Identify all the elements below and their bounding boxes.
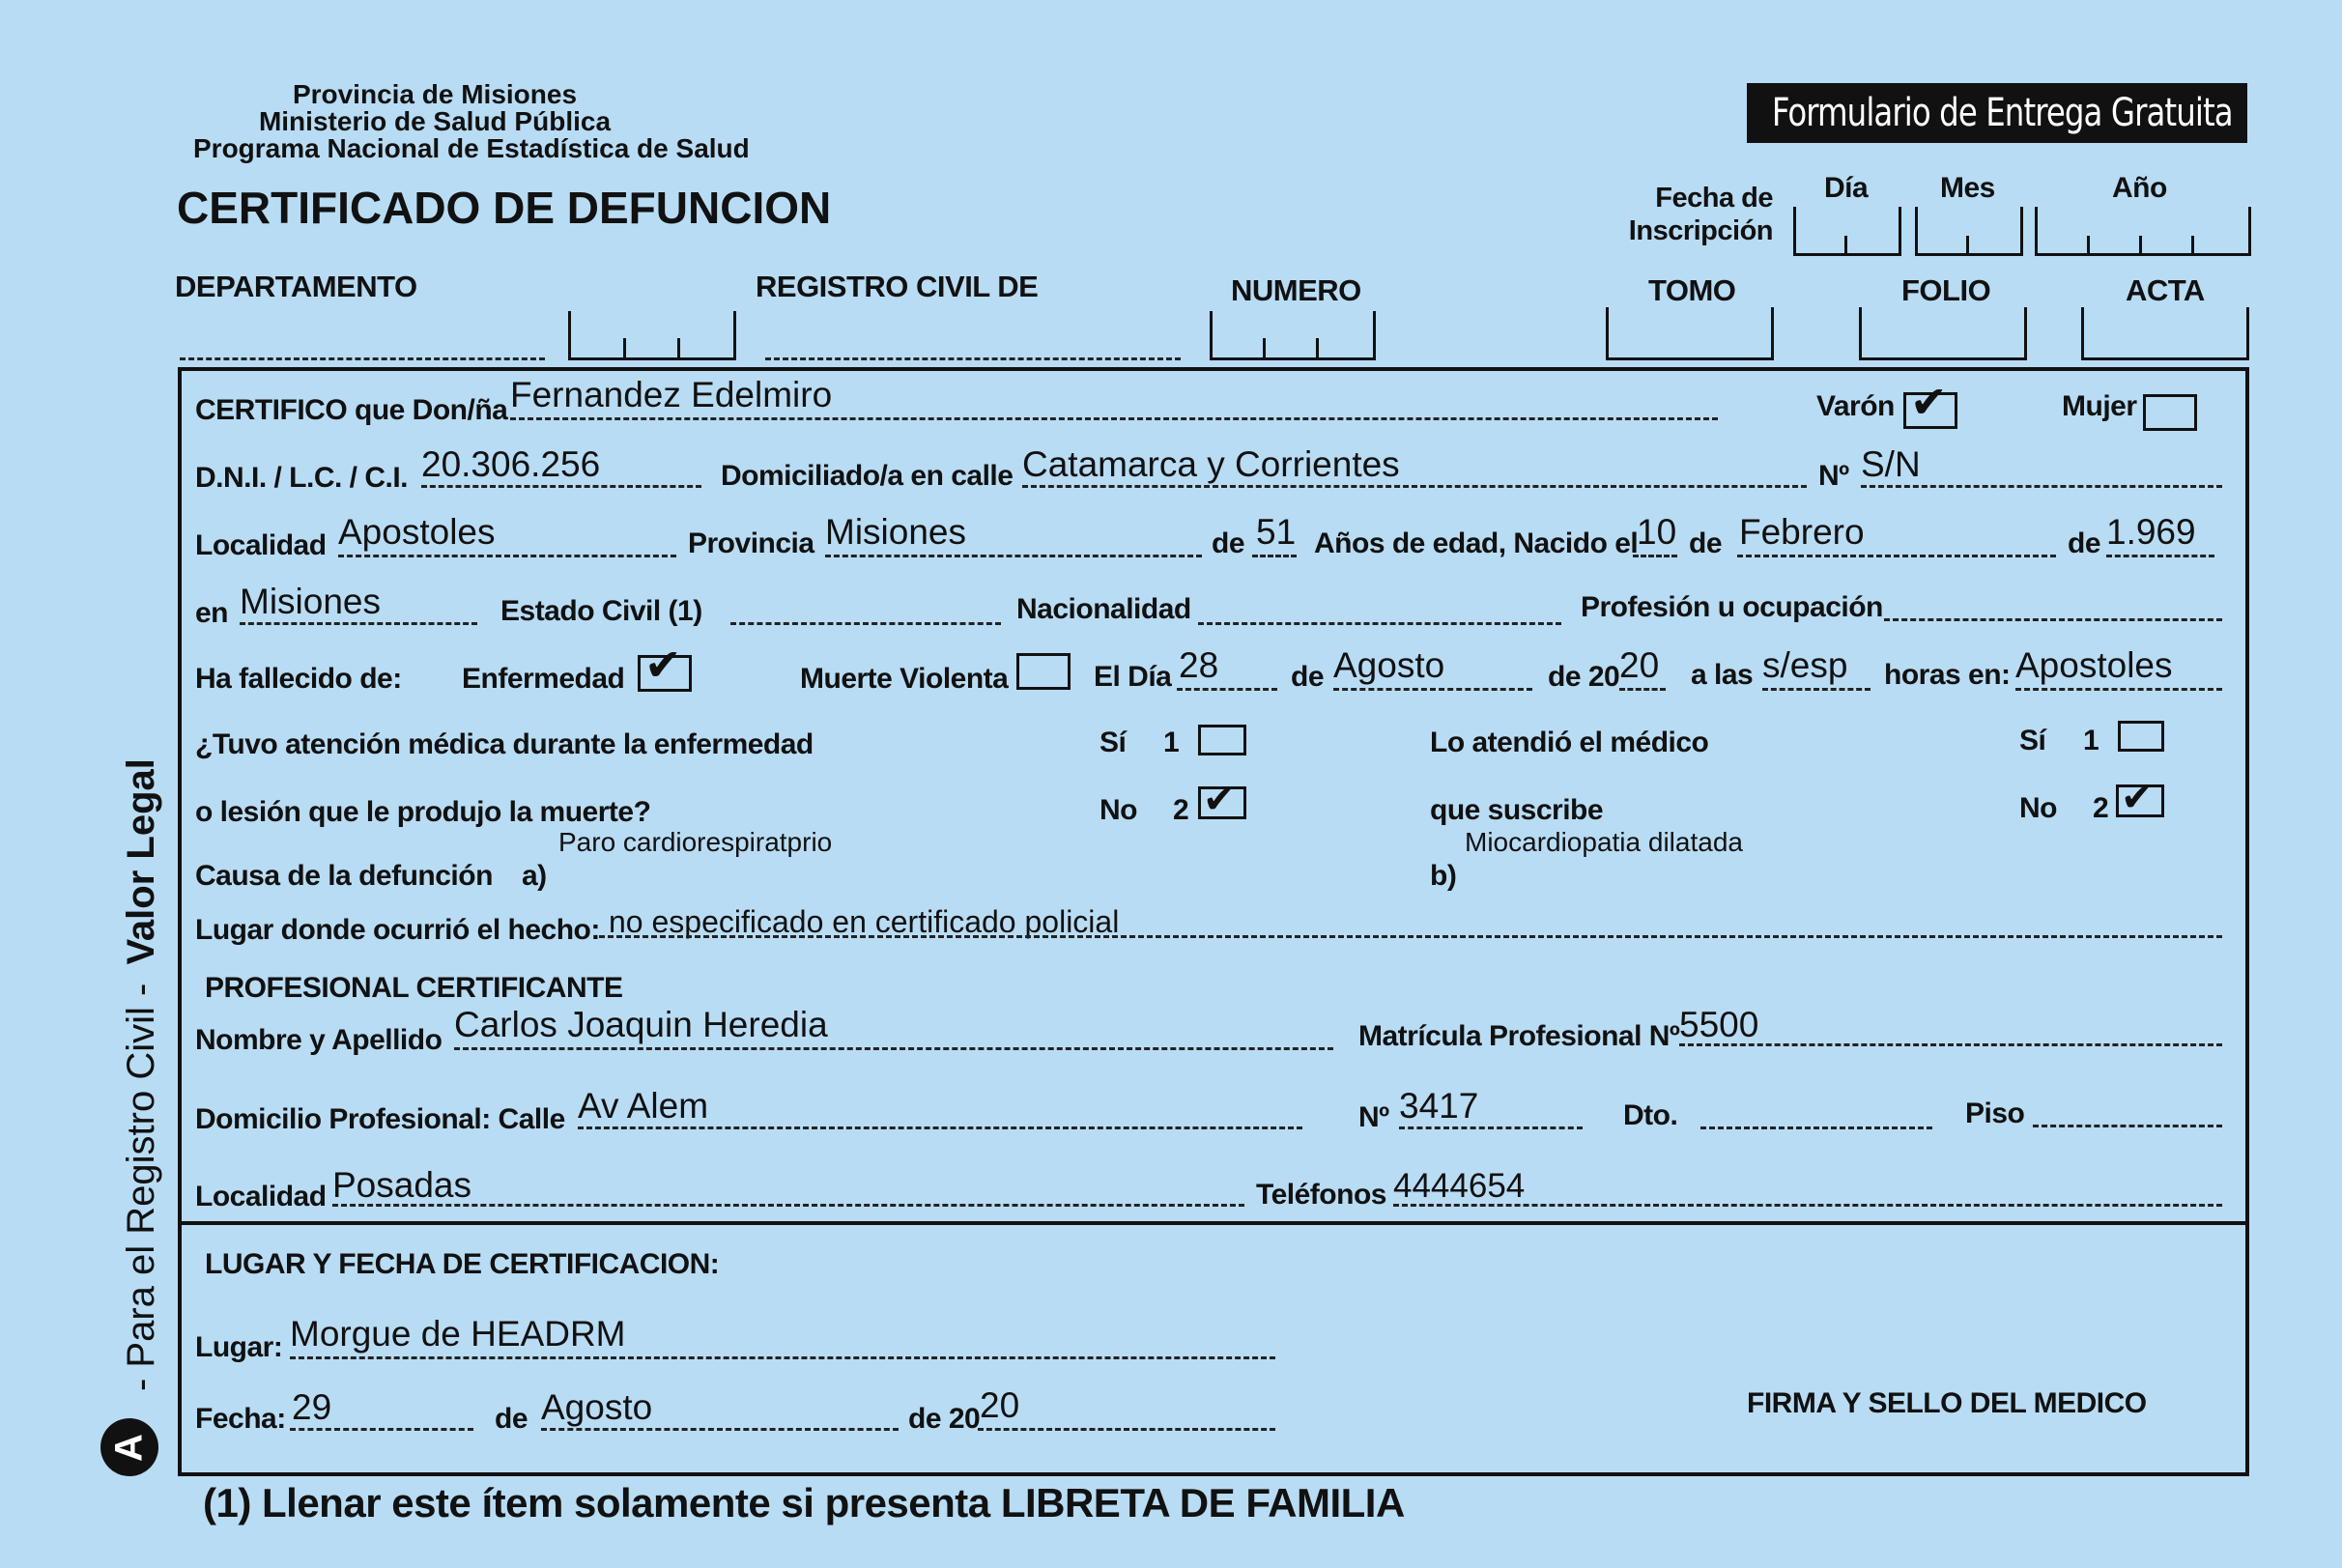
domicilio-label: Domiciliado/a en calle: [721, 460, 1014, 492]
varon-check-mark: ✔: [1910, 377, 1948, 427]
medico-no-checkbox[interactable]: [2116, 777, 2164, 819]
edad-line: [1252, 555, 1297, 557]
telefonos-label: Teléfonos: [1256, 1179, 1386, 1211]
domicilio-profesional-numero-label: Nº: [1358, 1101, 1389, 1133]
muerte-dia[interactable]: 28: [1179, 645, 1219, 685]
page-title: CERTIFICADO DE DEFUNCION: [177, 183, 832, 233]
localidad-value[interactable]: Apostoles: [338, 512, 496, 552]
piso-label: Piso: [1965, 1098, 2025, 1129]
atencion-opt1: 1: [1163, 727, 1180, 758]
side-vertical-text: [120, 758, 163, 1391]
free-form-badge-text: Formulario de Entrega Gratuita: [1771, 91, 2233, 135]
registro-civil-label: REGISTRO CIVIL DE: [756, 270, 1039, 303]
muerte-hora[interactable]: s/esp: [1762, 645, 1848, 685]
medico-no-check-mark: ✔: [2121, 777, 2154, 819]
piso-field[interactable]: [2033, 1125, 2222, 1127]
profesion-field[interactable]: [1884, 618, 2222, 621]
header-line-2: Ministerio de Salud Pública: [258, 106, 612, 136]
certificacion-lugar-line: [290, 1356, 1275, 1359]
section-divider: [178, 1221, 2245, 1225]
fallecido-label: Ha fallecido de:: [195, 663, 402, 695]
domicilio-line: [1022, 485, 1807, 488]
medico-opt1: 1: [2083, 725, 2099, 756]
medico-si-label: Sí: [2019, 725, 2046, 756]
anio-label: Año: [2112, 172, 2167, 204]
enfermedad-check-mark: ✔: [644, 640, 682, 690]
telefono-value[interactable]: 4444654: [1393, 1167, 1526, 1205]
muerte-lugar-line: [2015, 688, 2222, 691]
anio-box[interactable]: [2035, 207, 2251, 256]
matricula-label: Matrícula Profesional Nº: [1358, 1020, 1680, 1052]
registro-civil-field[interactable]: [765, 357, 1181, 360]
muerte-de-label: de: [1291, 661, 1325, 693]
muerte-anio-line: [1619, 688, 1666, 691]
enfermedad-label: Enfermedad: [462, 663, 625, 695]
muerte-anio[interactable]: 20: [1619, 645, 1660, 685]
mujer-label: Mujer: [2062, 390, 2137, 422]
profesional-nombre-line: [454, 1047, 1333, 1050]
domicilio-profesional-numero-line: [1399, 1126, 1583, 1129]
matricula-line: [1679, 1043, 2222, 1046]
varon-label: Varón: [1816, 390, 1895, 422]
domicilio-numero-label: Nº: [1818, 460, 1849, 492]
medico-opt2: 2: [2093, 792, 2109, 824]
numero-label: NUMERO: [1231, 273, 1361, 307]
deceased-name-line: [510, 417, 1718, 420]
el-dia-label: El Día: [1094, 661, 1172, 693]
departamento-field[interactable]: [180, 357, 545, 360]
provincia-value[interactable]: Misiones: [825, 512, 966, 552]
medico-question-2: que suscribe: [1430, 794, 1604, 826]
deceased-name[interactable]: Fernandez Edelmiro: [510, 375, 833, 414]
muerte-de20-label: de 20: [1548, 661, 1620, 693]
certifico-label: CERTIFICO que Don/ña: [195, 394, 508, 426]
edad-de-label: de: [1212, 527, 1245, 559]
provincia-label: Provincia: [688, 527, 814, 559]
certificacion-dia-line: [290, 1428, 473, 1431]
dni-line: [421, 485, 701, 488]
dia-box[interactable]: [1793, 207, 1901, 256]
muerte-hora-line: [1762, 688, 1871, 691]
medico-si-checkbox[interactable]: [2118, 721, 2164, 752]
lugar-nacimiento[interactable]: Misiones: [240, 582, 381, 621]
edad-value[interactable]: 51: [1256, 512, 1297, 552]
mujer-checkbox[interactable]: [2143, 394, 2197, 431]
medico-question-1: Lo atendió el médico: [1430, 727, 1709, 758]
enfermedad-checkbox[interactable]: [638, 640, 692, 692]
folio-label: FOLIO: [1901, 273, 1991, 307]
atencion-no-label: No: [1100, 794, 1137, 826]
mes-box[interactable]: [1915, 207, 2023, 256]
edad-label: Años de edad, Nacido el: [1314, 527, 1639, 559]
atencion-no-checkbox[interactable]: [1198, 779, 1246, 821]
certificacion-de20-label: de 20: [908, 1403, 981, 1435]
nacimiento-anio[interactable]: 1.969: [2106, 512, 2196, 552]
profesional-nombre-label: Nombre y Apellido: [195, 1024, 443, 1056]
domicilio-numero-value[interactable]: S/N: [1861, 444, 1921, 484]
domicilio-value[interactable]: Catamarca y Corrientes: [1022, 444, 1400, 484]
certificacion-mes[interactable]: Agosto: [541, 1387, 653, 1427]
tomo-label: TOMO: [1648, 273, 1736, 307]
domicilio-profesional-line: [578, 1126, 1302, 1129]
departamento-label: DEPARTAMENTO: [175, 270, 417, 303]
folio-box[interactable]: [1859, 307, 2027, 360]
header-line-1: Provincia de Misiones: [292, 79, 578, 109]
varon-checkbox[interactable]: [1903, 377, 1957, 429]
copy-letter-badge: [100, 1418, 158, 1476]
acta-box[interactable]: [2081, 307, 2249, 360]
a-las-label: a las: [1691, 659, 1754, 691]
medico-no-label: No: [2019, 792, 2057, 824]
localidad-line: [338, 555, 676, 557]
side-legal-text: Valor Legal: [120, 758, 162, 965]
domicilio-profesional-numero[interactable]: 3417: [1399, 1086, 1479, 1126]
side-copy-text: - Para el Registro Civil -: [120, 983, 162, 1391]
tomo-box[interactable]: [1606, 307, 1774, 360]
muerte-mes[interactable]: Agosto: [1333, 645, 1445, 685]
atencion-question-2: o lesión que le produjo la muerte?: [195, 796, 651, 828]
profesion-label: Profesión u ocupación: [1581, 591, 1883, 623]
profesional-localidad[interactable]: Posadas: [332, 1165, 471, 1205]
lugar-hecho-value[interactable]: no especificado en certificado policial: [609, 904, 1120, 939]
domicilio-profesional-label: Domicilio Profesional: Calle: [195, 1103, 565, 1135]
header-line-3: Programa Nacional de Estadística de Salud: [193, 133, 750, 163]
localidad-label: Localidad: [195, 529, 327, 561]
causa-a-value[interactable]: Paro cardiorespiratprio: [558, 827, 833, 857]
lugar-hecho-label: Lugar donde ocurrió el hecho:: [195, 914, 600, 946]
atencion-opt2: 2: [1173, 794, 1189, 826]
causa-label: Causa de la defunción: [195, 860, 493, 892]
atencion-question-1: ¿Tuvo atención médica durante la enfermedad: [195, 728, 814, 760]
profesional-localidad-line: [332, 1204, 1244, 1207]
causa-a-label: a): [522, 860, 547, 892]
muerte-violenta-label: Muerte Violenta: [800, 663, 1009, 695]
profesional-section-title: PROFESIONAL CERTIFICANTE: [205, 972, 623, 1004]
lugar-hecho-line: [599, 935, 2222, 938]
dto-field[interactable]: [1700, 1126, 1932, 1129]
free-form-badge: [1747, 83, 2247, 143]
nacimiento-mes[interactable]: Febrero: [1739, 512, 1865, 552]
certificacion-dia[interactable]: 29: [292, 1387, 332, 1427]
atencion-si-label: Sí: [1100, 727, 1127, 758]
muerte-violenta-checkbox[interactable]: [1016, 653, 1071, 690]
certificacion-mes-line: [541, 1428, 899, 1431]
estado-civil-field[interactable]: [730, 622, 1001, 625]
copy-letter: A: [107, 1434, 151, 1462]
estado-civil-label: Estado Civil (1): [500, 595, 702, 627]
certificacion-fecha-label: Fecha:: [195, 1403, 286, 1435]
footer-note: (1) Llenar este ítem solamente si presenta LIBRETA DE FAMILIA: [203, 1480, 1405, 1525]
departamento-code-box[interactable]: [568, 311, 736, 360]
nacimiento-mes-line: [1737, 555, 2056, 557]
nacimiento-de-label-2: de: [2068, 527, 2101, 559]
provincia-line: [825, 555, 1202, 557]
profesional-nombre[interactable]: Carlos Joaquin Heredia: [454, 1005, 828, 1044]
dni-value[interactable]: 20.306.256: [421, 444, 601, 484]
causa-b-label: b): [1430, 860, 1457, 892]
profesional-localidad-label: Localidad: [195, 1181, 327, 1212]
nacimiento-dia[interactable]: 10: [1637, 512, 1677, 552]
causa-b-value[interactable]: Miocardiopatia dilatada: [1465, 827, 1743, 857]
muerte-lugar[interactable]: Apostoles: [2015, 645, 2173, 685]
nacido-en-label: en: [195, 597, 229, 629]
nacionalidad-field[interactable]: [1198, 622, 1561, 625]
dia-label: Día: [1824, 172, 1869, 204]
firma-sello-label: FIRMA Y SELLO DEL MEDICO: [1747, 1387, 2147, 1419]
nacionalidad-label: Nacionalidad: [1016, 593, 1191, 625]
certificacion-lugar[interactable]: Morgue de HEADRM: [290, 1314, 626, 1354]
horas-en-label: horas en:: [1884, 659, 2011, 691]
certificacion-lugar-label: Lugar:: [195, 1331, 283, 1363]
domicilio-profesional-calle[interactable]: Av Alem: [578, 1086, 709, 1126]
acta-label: ACTA: [2126, 273, 2205, 307]
lugar-nacimiento-line: [240, 622, 477, 625]
telefono-line: [1393, 1204, 2222, 1207]
nacimiento-dia-line: [1633, 555, 1677, 557]
certificacion-de-label: de: [495, 1403, 528, 1435]
certificacion-anio[interactable]: 20: [980, 1385, 1020, 1425]
nacimiento-anio-line: [2106, 555, 2214, 557]
atencion-si-checkbox[interactable]: [1198, 725, 1246, 755]
muerte-mes-line: [1333, 688, 1532, 691]
numero-box[interactable]: [1210, 311, 1376, 360]
matricula-value[interactable]: 5500: [1679, 1005, 1759, 1044]
certificacion-anio-line: [978, 1428, 1275, 1431]
domicilio-numero-line: [1861, 485, 2222, 488]
dto-label: Dto.: [1623, 1099, 1678, 1131]
mes-label: Mes: [1940, 172, 1995, 204]
certificacion-section-title: LUGAR Y FECHA DE CERTIFICACION:: [205, 1248, 720, 1280]
nacimiento-de-label: de: [1689, 527, 1723, 559]
dni-label: D.N.I. / L.C. / C.I.: [195, 462, 409, 494]
fecha-inscripcion-label: Fecha de Inscripción: [1628, 183, 1773, 246]
muerte-dia-line: [1177, 688, 1277, 691]
atencion-no-check-mark: ✔: [1203, 779, 1236, 821]
